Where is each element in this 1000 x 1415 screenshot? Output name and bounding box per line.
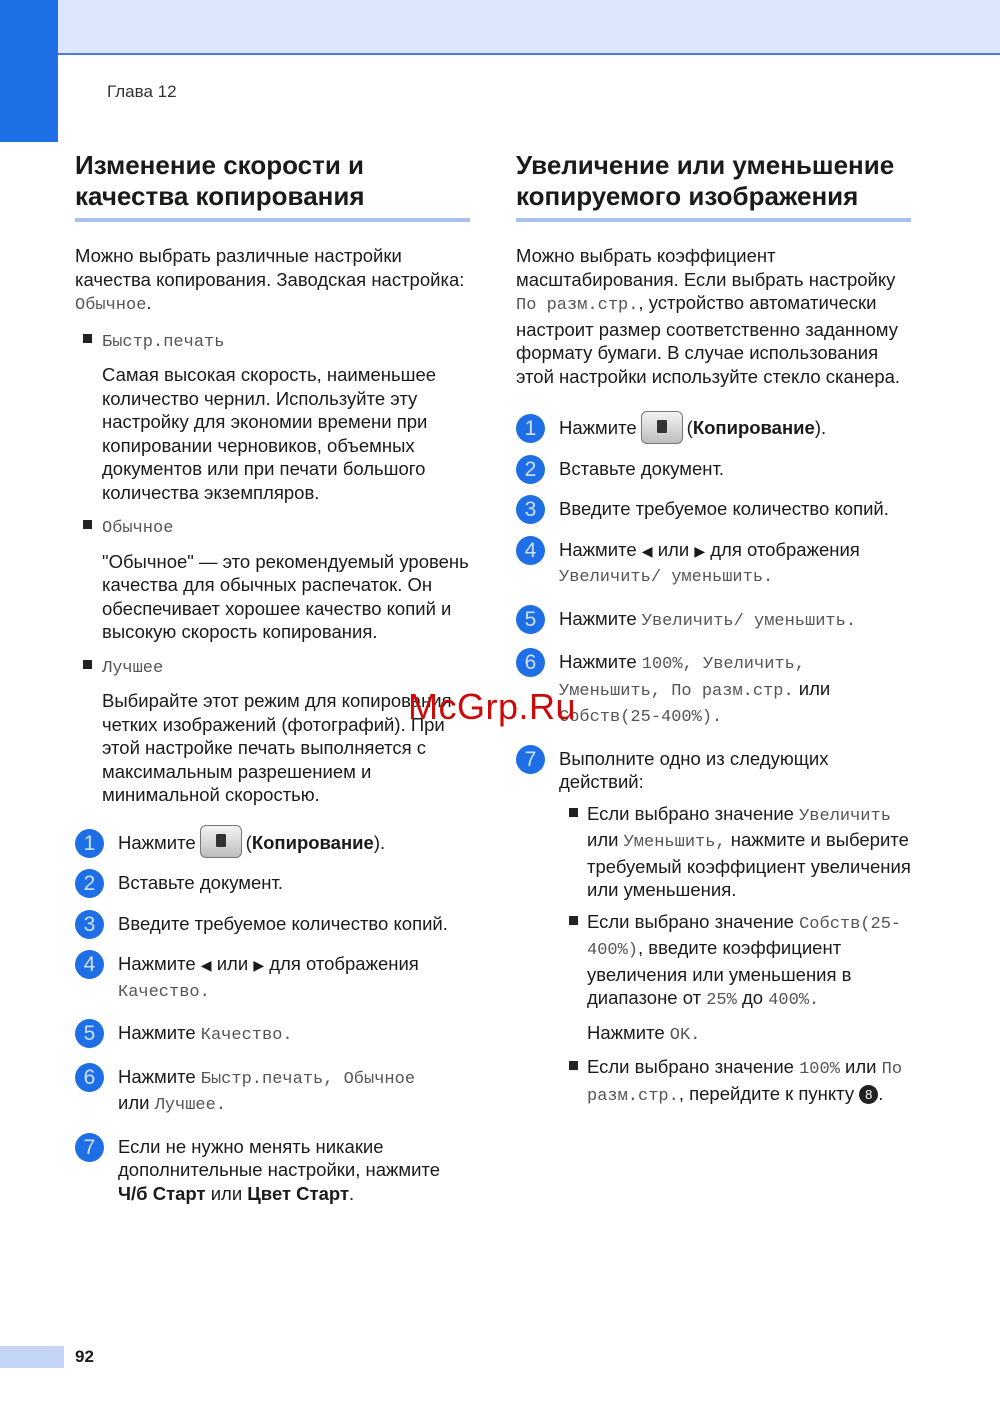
chapter-tab [0,0,58,142]
step-1: 1 Нажмите (Копирование). [516,416,911,440]
chapter-label: Глава 12 [107,82,177,101]
page-number: 92 [75,1347,94,1366]
bullet-square-icon [83,520,92,529]
step-6: 6 Нажмите 100%, Увеличить, Уменьшить, По разм.стр. или Собств(25-400%). [516,650,911,730]
option-best: Лучшее Выбирайте этот режим для копирования четких изображений (фотографий). При этой настройке печать выполняется с максимальным разрешением и минимальной скоростью. [75,654,470,807]
step-3: 3 Введите требуемое количество копий. [516,497,911,521]
option-fast: Быстр.печать Самая высокая скорость, наименьшее количество чернил. Используйте эту настройку для экономии времени при копировании черновиков, объемных документов или при печати большого количества экземпляров. [75,328,470,505]
arrow-right-icon: ▶ [253,957,265,974]
step-ref-badge: 8 [859,1085,878,1104]
step-6: 6 Нажмите Быстр.печать, Обычное или Лучшее. [75,1065,470,1118]
sub-option-custom: Если выбрано значение Собств(25-400%), введите коэффициент увеличения или уменьшения в диапазоне от 25% до 400%. [559,910,911,1013]
bullet-square-icon [83,334,92,343]
bullet-square-icon [569,808,578,817]
step-7: 7 Выполните одно из следующих действий: Если выбрано значение Увеличить или Уменьшить, нажмите и выберите требуемый коэффициент увеличения или уменьшения. Если выбрано значение Собств(25-400%), введите коэффициент увеличения или уменьшения в диапазоне от 25% до 400%. Нажмите OK. Если выбрано значение 100% или По разм.стр., перейдите к пункту 8 . [516,747,911,1109]
right-column [516,150,911,1125]
page-tab [0,1346,64,1368]
header-bar [0,0,1000,55]
bullet-square-icon [569,1061,578,1070]
arrow-left-icon: ◀ [200,957,212,974]
section-title-scale: Увеличение или уменьшение копируемого изображения [516,150,911,222]
step-4: 4 Нажмите ◀ или ▶ для отображения Увеличить/ уменьшить. [516,538,911,590]
sub-option-enlarge: Если выбрано значение Увеличить или Уменьшить, нажмите и выберите требуемый коэффициент увеличения или уменьшения. [559,802,911,902]
arrow-left-icon: ◀ [641,542,653,559]
quality-steps [75,831,470,1206]
arrow-right-icon: ▶ [694,542,706,559]
step-1: 1 Нажмите (Копирование). [75,831,470,855]
intro-paragraph: Можно выбрать различные настройки качества копирования. Заводская настройка: Обычное. [75,245,465,315]
step-2: 2 Вставьте документ. [75,871,470,895]
step-4: 4 Нажмите ◀ или ▶ для отображения Качество. [75,952,470,1004]
step-5: 5 Нажмите Увеличить/ уменьшить. [516,607,911,634]
step-3: 3 Введите требуемое количество копий. [75,912,470,936]
step-5: 5 Нажмите Качество. [75,1021,470,1048]
scale-steps [516,416,911,1108]
press-ok-note: Нажмите OK. [587,1021,701,1045]
step-7: 7 Если не нужно менять никакие дополнительные настройки, нажмите Ч/б Старт или Цвет Старт. [75,1135,470,1206]
watermark: McGrp.Ru [408,686,577,727]
copy-button-icon [200,825,242,858]
step-2: 2 Вставьте документ. [516,457,911,481]
option-normal: Обычное "Обычное" — это рекомендуемый уровень качества для обычных распечаток. Он обеспечивает хорошее качество копий и высокую скорость копирования. [75,514,470,644]
bullet-square-icon [83,660,92,669]
intro-paragraph-scale: Можно выбрать коэффициент масштабирования. Если выбрать настройку По разм.стр., устройство автоматически настроит размер соответственно заданному формату бумаги. В случае использования этой настройки используйте стекло сканера. [516,245,901,387]
section-title-quality: Изменение скорости и качества копирования [75,150,470,222]
sub-option-fit: Если выбрано значение 100% или По разм.стр., перейдите к пункту 8 . [559,1055,911,1108]
bullet-square-icon [569,916,578,925]
copy-button-icon [641,411,683,444]
